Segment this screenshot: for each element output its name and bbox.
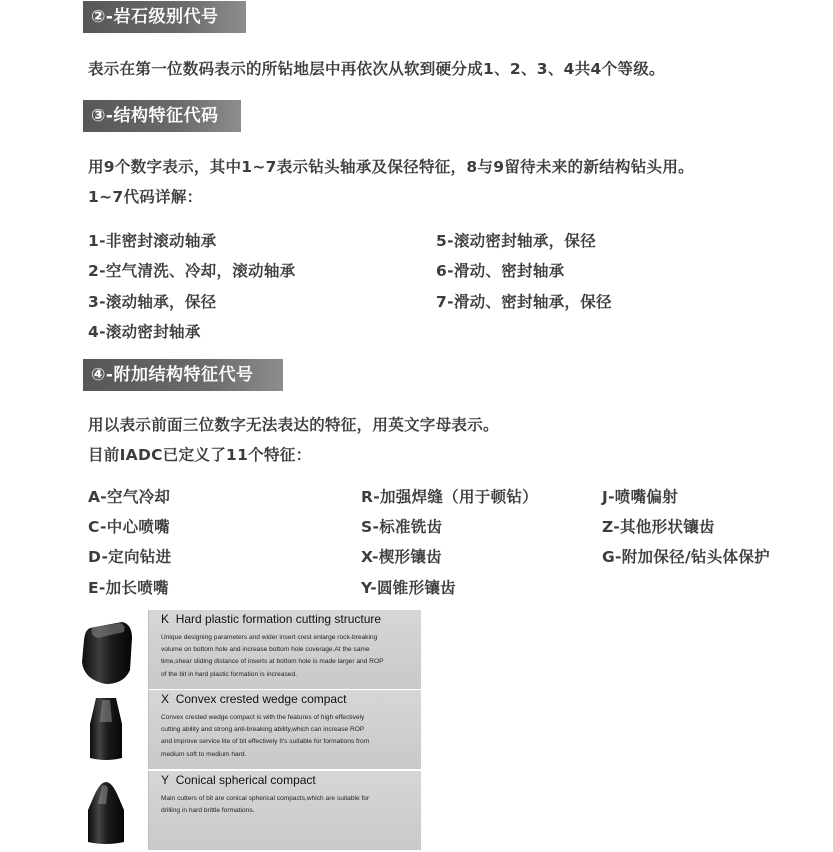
cutter-text-line: Main cutters of bit are conical spherical compacts,which are suitable for [161,795,370,802]
section-header-rock-grade: ②-岩石级别代号 [83,1,246,33]
feature-code-item: R-加强焊缝（用于顿钻） [361,488,538,506]
cutter-x-letter: X [161,692,170,706]
cutter-y-heading [161,773,316,787]
structure-code-detail-heading: 1~7代码详解： [88,188,203,206]
iadc-feature-heading: 目前IADC已定义了11个特征： [88,446,312,464]
cutter-y-text [161,793,413,817]
cutter-k-letter: K [161,612,170,626]
cutter-text-line: Convex crested wedge compact is with the features of high effectively [161,714,365,721]
structure-code-item: 4-滚动密封轴承 [88,323,201,341]
feature-code-item: D-定向钻进 [88,548,172,566]
feature-code-item: C-中心喷嘴 [88,518,170,536]
cutter-k-title: Hard plastic formation cutting structure [175,612,382,626]
cutter-y-description-panel [148,771,421,850]
cutter-x-text [161,712,413,761]
wedge-cutter-k-image [78,618,136,686]
cutter-text-line: and improve service lite of bit effectively It's suitable for formations from [161,738,370,746]
cutter-y-letter: Y [161,773,170,787]
cutter-text-line: volume on bottom hole and increase bottom hole coverage.At the same [161,646,370,654]
cutter-k-text [161,632,413,681]
cutter-text-line: drilling in hard brittle formations. [161,807,255,815]
structure-code-item: 5-滚动密封轴承，保径 [436,232,597,250]
cutter-x-title: Convex crested wedge compact [175,692,347,706]
cutter-text-line: cutting ability and strong anti-breaking ability,which can increase ROP [161,726,365,734]
wedge-cutter-x-image [86,696,126,762]
cutter-text-line: medium soft to medium hard. [161,750,247,758]
feature-code-item: X-楔形镶齿 [361,548,442,566]
structure-code-item: 3-滚动轴承，保径 [88,293,217,311]
feature-code-item: S-标准铣齿 [361,518,443,536]
cutter-x-description-panel [148,690,421,769]
cutter-y-title: Conical spherical compact [175,773,316,787]
conical-cutter-y-image [84,780,128,846]
structure-code-item: 6-滑动、密封轴承 [436,262,565,280]
additional-feature-description: 用以表示前面三位数字无法表达的特征，用英文字母表示。 [88,416,499,434]
cutter-text-line: time,shear sliding distance of inserts at bottom hole is made larger and ROP [161,658,384,666]
cutter-text-line: of the bit in hard plastic formation is increased. [161,670,297,678]
structure-code-item: 7-滑动、密封轴承，保径 [436,293,612,311]
feature-code-item: Z-其他形状镶齿 [602,518,715,536]
feature-code-item: Y-圆锥形镶齿 [361,579,456,597]
structure-code-description: 用9个数字表示，其中1~7表示钻头轴承及保径特征，8与9留待未来的新结构钻头用。 [88,158,694,176]
cutter-x-heading [161,692,346,706]
structure-code-item: 1-非密封滚动轴承 [88,232,217,250]
feature-code-item: J-喷嘴偏射 [602,488,679,506]
cutter-text-line: Unique designing parameters and wider insert crest enlarge rock-breaking [161,634,378,641]
structure-code-item: 2-空气清洗、冷却，滚动轴承 [88,262,296,280]
section-header-structure-code: ③-结构特征代码 [83,100,241,132]
cutter-k-description-panel [148,610,421,689]
feature-code-item: E-加长喷嘴 [88,579,169,597]
feature-code-item: A-空气冷却 [88,488,171,506]
feature-code-item: G-附加保径/钻头体保护 [602,548,770,566]
cutter-k-heading [161,612,381,626]
section-header-additional-feature: ④-附加结构特征代号 [83,359,283,391]
rock-grade-description: 表示在第一位数码表示的所钻地层中再依次从软到硬分成1、2、3、4共4个等级。 [88,60,665,78]
